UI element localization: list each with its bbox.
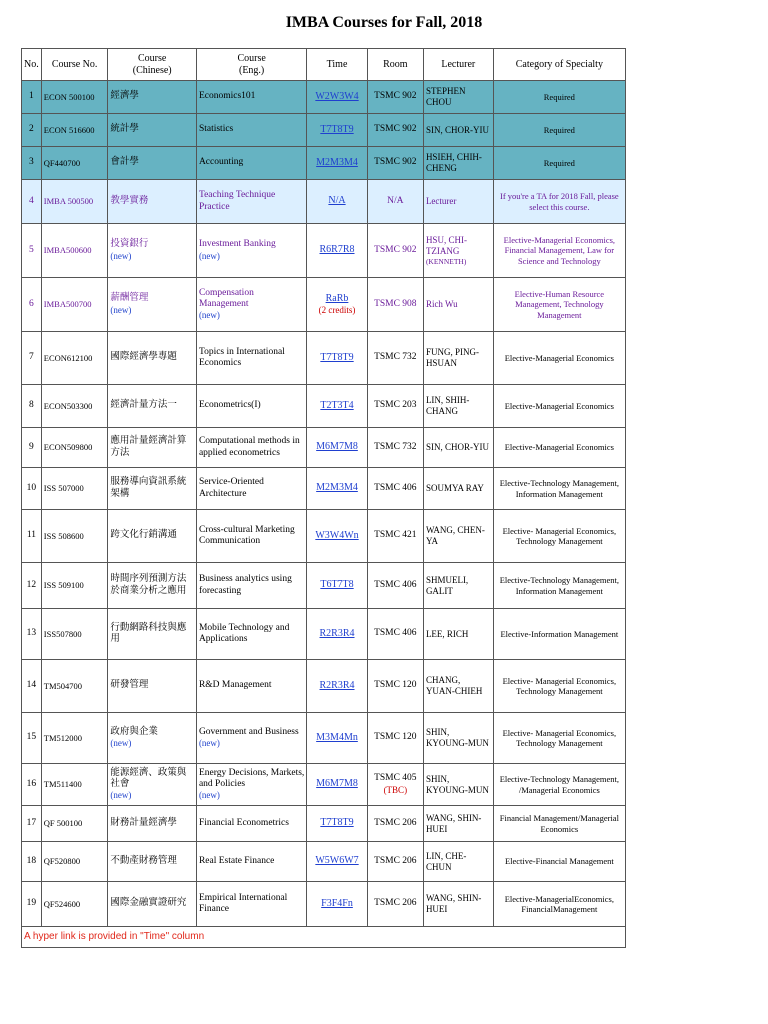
cell-category: Elective-Technology Management, /Managerial Economics bbox=[493, 764, 625, 806]
cell-lecturer bbox=[423, 563, 493, 609]
room-text: TSMC 902 bbox=[374, 91, 417, 102]
cell-course-chinese bbox=[108, 806, 197, 842]
course-eng-text: Topics in International Economics bbox=[198, 346, 285, 368]
cell-category: Required bbox=[493, 114, 625, 147]
cell-lecturer bbox=[423, 468, 493, 510]
room-text: TSMC 908 bbox=[374, 298, 417, 309]
cell-course-chinese bbox=[108, 468, 197, 510]
course-chinese-text: 會計學 bbox=[110, 157, 139, 168]
header-course-eng-line2: (Eng.) bbox=[238, 64, 265, 76]
course-row bbox=[22, 114, 626, 147]
cell-time bbox=[307, 510, 367, 563]
course-eng-text: Economics101 bbox=[198, 91, 256, 102]
cell-course-eng bbox=[196, 385, 306, 428]
cell-lecturer bbox=[423, 609, 493, 660]
cell-room bbox=[367, 468, 423, 510]
lecturer-text: HSIEH, CHIH-CHENG bbox=[425, 152, 482, 173]
lecturer-text: HSU, CHI-TZIANG bbox=[425, 235, 467, 256]
cell-course-chinese bbox=[108, 278, 197, 332]
cell-room bbox=[367, 609, 423, 660]
course-row bbox=[22, 332, 626, 385]
cell-course-eng bbox=[196, 713, 306, 764]
header-category: Category of Specialty bbox=[493, 49, 625, 81]
cell-room bbox=[367, 180, 423, 224]
course-eng-text: Teaching Technique Practice bbox=[198, 190, 276, 212]
new-tag: (new) bbox=[198, 310, 220, 321]
course-eng-text: Financial Econometrics bbox=[198, 817, 289, 828]
cell-course-chinese bbox=[108, 563, 197, 609]
course-row bbox=[22, 764, 626, 806]
course-row bbox=[22, 842, 626, 882]
lecturer-text: WANG, CHEN-YA bbox=[425, 525, 485, 546]
cell-course-no: ISS 508600 bbox=[41, 510, 108, 563]
course-chinese-text: 投資銀行 bbox=[110, 239, 149, 250]
cell-no: 6 bbox=[22, 278, 42, 332]
cell-time bbox=[307, 428, 367, 468]
cell-time bbox=[307, 114, 367, 147]
time-link[interactable]: M2M3M4 bbox=[316, 156, 358, 168]
cell-lecturer bbox=[423, 510, 493, 563]
course-chinese-text: 國際金融實證研究 bbox=[110, 898, 187, 909]
cell-no: 12 bbox=[22, 563, 42, 609]
header-room: Room bbox=[367, 49, 423, 81]
course-eng-text: Cross-cultural Marketing Communication bbox=[198, 524, 295, 546]
cell-category: Elective-Managerial Economics, Financial Management, Law for Science and Technology bbox=[493, 224, 625, 278]
cell-course-eng bbox=[196, 180, 306, 224]
room-text: TSMC 206 bbox=[374, 855, 417, 866]
new-tag: (new) bbox=[198, 738, 220, 749]
room-text: TSMC 406 bbox=[374, 482, 417, 493]
course-chinese-text: 應用計量經濟計算方法 bbox=[110, 436, 187, 458]
cell-time bbox=[307, 609, 367, 660]
course-row bbox=[22, 147, 626, 180]
course-row bbox=[22, 428, 626, 468]
course-chinese-text: 統計學 bbox=[110, 124, 139, 135]
time-link[interactable]: R6R7R8 bbox=[319, 244, 355, 256]
cell-room bbox=[367, 806, 423, 842]
cell-course-no: ECON503300 bbox=[41, 385, 108, 428]
course-eng-text: Business analytics using forecasting bbox=[198, 574, 292, 596]
courses-table bbox=[21, 48, 626, 948]
cell-category: Elective-Managerial Economics bbox=[493, 385, 625, 428]
cell-course-eng bbox=[196, 609, 306, 660]
cell-time bbox=[307, 660, 367, 713]
new-tag: (new) bbox=[110, 790, 132, 801]
course-row bbox=[22, 660, 626, 713]
cell-category: Elective-Managerial Economics bbox=[493, 428, 625, 468]
cell-course-chinese bbox=[108, 842, 197, 882]
course-eng-text: Investment Banking bbox=[198, 239, 276, 250]
lecturer-text: Rich Wu bbox=[425, 299, 458, 310]
new-tag: (new) bbox=[110, 250, 132, 261]
course-eng-text: Compensation Management bbox=[198, 287, 254, 310]
room-text: TSMC 406 bbox=[374, 628, 417, 639]
course-chinese-text: 研發管理 bbox=[110, 680, 149, 691]
room-text: TSMC 206 bbox=[374, 817, 417, 828]
cell-category: Elective-Managerial Economics bbox=[493, 332, 625, 385]
lecturer-text: SHIN, KYOUNG-MUN bbox=[425, 727, 489, 748]
course-row bbox=[22, 278, 626, 332]
page-title: IMBA Courses for Fall, 2018 bbox=[285, 14, 483, 31]
room-text: TSMC 405 bbox=[374, 773, 417, 784]
course-chinese-text: 跨文化行銷溝通 bbox=[110, 530, 177, 541]
course-chinese-text: 能源經濟、政策與社會 bbox=[110, 767, 187, 790]
cell-course-no: QF 500100 bbox=[41, 806, 108, 842]
cell-course-no: TM512000 bbox=[41, 713, 108, 764]
cell-room bbox=[367, 563, 423, 609]
course-eng-text: Service-Oriented Architecture bbox=[198, 477, 264, 499]
cell-no: 10 bbox=[22, 468, 42, 510]
cell-course-chinese bbox=[108, 81, 197, 114]
cell-lecturer bbox=[423, 385, 493, 428]
cell-room bbox=[367, 882, 423, 927]
cell-lecturer bbox=[423, 660, 493, 713]
cell-course-eng bbox=[196, 660, 306, 713]
cell-course-eng bbox=[196, 806, 306, 842]
time-link[interactable]: T7T8T9 bbox=[320, 817, 354, 829]
course-eng-text: Real Estate Finance bbox=[198, 855, 275, 866]
cell-category: Elective-Technology Management, Information Management bbox=[493, 468, 625, 510]
lecturer-text: LIN, CHE-CHUN bbox=[425, 850, 467, 872]
cell-course-eng bbox=[196, 224, 306, 278]
room-text: TSMC 902 bbox=[374, 157, 417, 168]
cell-time bbox=[307, 468, 367, 510]
lecturer-text: STEPHEN CHOU bbox=[425, 86, 466, 107]
course-eng-text: Computational methods in applied econometrics bbox=[198, 436, 300, 458]
cell-room bbox=[367, 428, 423, 468]
footnote: A hyper link is provided in "Time" column bbox=[22, 927, 626, 948]
cell-course-no: ISS 509100 bbox=[41, 563, 108, 609]
cell-course-eng bbox=[196, 563, 306, 609]
time-link[interactable]: R2R3R4 bbox=[319, 679, 355, 691]
cell-course-chinese bbox=[108, 147, 197, 180]
cell-no: 11 bbox=[22, 510, 42, 563]
course-chinese-text: 時間序列預測方法於商業分析之應用 bbox=[110, 574, 187, 596]
cell-time bbox=[307, 713, 367, 764]
course-eng-text: Mobile Technology and Applications bbox=[198, 622, 290, 644]
cell-category: If you're a TA for 2018 Fall, please select this course. bbox=[493, 180, 625, 224]
time-link[interactable]: F3F4Fn bbox=[321, 897, 353, 909]
cell-no: 9 bbox=[22, 428, 42, 468]
cell-lecturer bbox=[423, 764, 493, 806]
cell-room bbox=[367, 224, 423, 278]
cell-no: 4 bbox=[22, 180, 42, 224]
cell-lecturer bbox=[423, 806, 493, 842]
cell-course-eng bbox=[196, 428, 306, 468]
header-course-chinese bbox=[108, 49, 197, 81]
cell-category: Elective-Financial Management bbox=[493, 842, 625, 882]
cell-room bbox=[367, 660, 423, 713]
cell-course-no: ISS 507000 bbox=[41, 468, 108, 510]
cell-no: 15 bbox=[22, 713, 42, 764]
cell-room bbox=[367, 332, 423, 385]
cell-course-eng bbox=[196, 882, 306, 927]
cell-course-no: ECON612100 bbox=[41, 332, 108, 385]
time-link[interactable]: M3M4Mn bbox=[316, 731, 358, 743]
cell-time bbox=[307, 882, 367, 927]
cell-course-chinese bbox=[108, 660, 197, 713]
cell-course-chinese bbox=[108, 713, 197, 764]
cell-no: 18 bbox=[22, 842, 42, 882]
course-row bbox=[22, 224, 626, 278]
cell-lecturer bbox=[423, 147, 493, 180]
cell-course-eng bbox=[196, 468, 306, 510]
time-link[interactable]: R2R3R4 bbox=[319, 627, 355, 639]
room-text: TSMC 902 bbox=[374, 124, 417, 135]
cell-category: Required bbox=[493, 147, 625, 180]
cell-time bbox=[307, 842, 367, 882]
cell-course-chinese bbox=[108, 332, 197, 385]
cell-no: 14 bbox=[22, 660, 42, 713]
cell-course-no: ECON 500100 bbox=[41, 81, 108, 114]
cell-no: 8 bbox=[22, 385, 42, 428]
cell-course-chinese bbox=[108, 882, 197, 927]
course-eng-text: Statistics bbox=[198, 124, 234, 135]
cell-course-no: ISS507800 bbox=[41, 609, 108, 660]
lecturer-text: SOUMYA RAY bbox=[425, 483, 484, 494]
cell-category: Elective-Technology Management, Information Management bbox=[493, 563, 625, 609]
cell-lecturer bbox=[423, 842, 493, 882]
cell-room bbox=[367, 713, 423, 764]
cell-course-eng bbox=[196, 114, 306, 147]
cell-time bbox=[307, 332, 367, 385]
cell-time bbox=[307, 147, 367, 180]
cell-course-chinese bbox=[108, 764, 197, 806]
cell-time bbox=[307, 180, 367, 224]
cell-room bbox=[367, 278, 423, 332]
new-tag: (new) bbox=[198, 250, 220, 261]
time-link[interactable]: T7T8T9 bbox=[320, 351, 354, 363]
cell-lecturer bbox=[423, 81, 493, 114]
cell-category: Elective- Managerial Economics, Technology Management bbox=[493, 713, 625, 764]
cell-lecturer bbox=[423, 428, 493, 468]
course-row bbox=[22, 510, 626, 563]
cell-course-chinese bbox=[108, 510, 197, 563]
cell-time bbox=[307, 563, 367, 609]
cell-time bbox=[307, 224, 367, 278]
room-text: TSMC 120 bbox=[374, 732, 417, 743]
cell-lecturer bbox=[423, 114, 493, 147]
header-row bbox=[22, 49, 626, 81]
cell-room bbox=[367, 385, 423, 428]
header-course-eng-line1: Course bbox=[237, 52, 266, 64]
cell-course-no: QF524600 bbox=[41, 882, 108, 927]
cell-course-no: TM504700 bbox=[41, 660, 108, 713]
course-eng-text: R&D Management bbox=[198, 680, 272, 691]
course-row bbox=[22, 180, 626, 224]
lecturer-text: SIN, CHOR-YIU bbox=[425, 124, 489, 135]
cell-no: 2 bbox=[22, 114, 42, 147]
cell-time bbox=[307, 385, 367, 428]
course-chinese-text: 薪酬管理 bbox=[110, 293, 149, 304]
cell-course-no: QF520800 bbox=[41, 842, 108, 882]
time-link[interactable]: T6T7T8 bbox=[320, 579, 354, 591]
header-course-chinese-line2: (Chinese) bbox=[132, 64, 172, 76]
course-row bbox=[22, 806, 626, 842]
header-course-chinese-line1: Course bbox=[138, 52, 167, 64]
cell-course-chinese bbox=[108, 224, 197, 278]
time-link[interactable]: W3W4Wn bbox=[315, 529, 359, 541]
cell-no: 13 bbox=[22, 609, 42, 660]
cell-course-no: IMBA 500500 bbox=[41, 180, 108, 224]
course-chinese-text: 行動網路科技與應用 bbox=[110, 622, 187, 644]
course-chinese-text: 教學實務 bbox=[110, 195, 149, 206]
time-link[interactable]: M6M7M8 bbox=[316, 778, 358, 790]
cell-course-eng bbox=[196, 764, 306, 806]
cell-course-no: QF440700 bbox=[41, 147, 108, 180]
course-rows bbox=[22, 81, 626, 927]
course-eng-text: Econometrics(I) bbox=[198, 400, 261, 411]
room-text: TSMC 406 bbox=[374, 579, 417, 590]
cell-category: Elective-ManagerialEconomics, FinancialManagement bbox=[493, 882, 625, 927]
cell-time bbox=[307, 806, 367, 842]
new-tag: (new) bbox=[198, 790, 220, 801]
header-course-no: Course No. bbox=[41, 49, 108, 81]
room-text: TSMC 732 bbox=[374, 441, 417, 452]
room-text: TSMC 206 bbox=[374, 898, 417, 909]
header-lecturer: Lecturer bbox=[423, 49, 493, 81]
cell-time bbox=[307, 278, 367, 332]
cell-lecturer bbox=[423, 882, 493, 927]
cell-course-eng bbox=[196, 842, 306, 882]
cell-course-eng bbox=[196, 332, 306, 385]
lecturer-text: LIN, SHIH-CHANG bbox=[425, 395, 470, 416]
cell-lecturer bbox=[423, 332, 493, 385]
cell-course-no: IMBA500700 bbox=[41, 278, 108, 332]
room-note: (TBC) bbox=[383, 784, 408, 795]
cell-course-eng bbox=[196, 147, 306, 180]
course-eng-text: Empirical International Finance bbox=[198, 892, 288, 914]
header-course-eng bbox=[196, 49, 306, 81]
cell-lecturer bbox=[423, 224, 493, 278]
cell-time bbox=[307, 81, 367, 114]
course-eng-text: Government and Business bbox=[198, 726, 299, 737]
lecturer-text: FUNG, PING-HSUAN bbox=[425, 347, 479, 368]
lecturer-text: WANG, SHIN-HUEI bbox=[425, 893, 482, 914]
cell-category: Elective-Human Resource Management, Technology Management bbox=[493, 278, 625, 332]
cell-no: 1 bbox=[22, 81, 42, 114]
cell-category: Elective-Information Management bbox=[493, 609, 625, 660]
cell-course-no: TM511400 bbox=[41, 764, 108, 806]
cell-course-chinese bbox=[108, 114, 197, 147]
course-eng-text: Energy Decisions, Markets, and Policies bbox=[198, 767, 305, 790]
cell-course-no: IMBA500600 bbox=[41, 224, 108, 278]
cell-course-eng bbox=[196, 278, 306, 332]
header-no: No. bbox=[22, 49, 42, 81]
lecturer-text: Lecturer bbox=[425, 196, 457, 207]
lecturer-text: SHIN, KYOUNG-MUN bbox=[425, 773, 489, 795]
lecturer-text: CHANG, YUAN-CHIEH bbox=[425, 675, 483, 696]
cell-lecturer bbox=[423, 180, 493, 224]
course-row bbox=[22, 882, 626, 927]
cell-no: 3 bbox=[22, 147, 42, 180]
cell-category: Financial Management/Managerial Economics bbox=[493, 806, 625, 842]
room-text: TSMC 421 bbox=[374, 530, 417, 541]
course-chinese-text: 服務導向資訊系統架構 bbox=[110, 477, 187, 499]
cell-time bbox=[307, 764, 367, 806]
course-chinese-text: 經濟計量方法一 bbox=[110, 400, 177, 411]
new-tag: (new) bbox=[110, 738, 132, 749]
cell-lecturer bbox=[423, 278, 493, 332]
cell-course-chinese bbox=[108, 609, 197, 660]
room-text: TSMC 902 bbox=[374, 244, 417, 255]
time-link[interactable]: M2M3M4 bbox=[316, 482, 358, 494]
cell-category: Elective- Managerial Economics, Technology Management bbox=[493, 660, 625, 713]
time-link[interactable]: T7T8T9 bbox=[320, 123, 354, 135]
cell-category: Required bbox=[493, 81, 625, 114]
course-row bbox=[22, 609, 626, 660]
cell-room bbox=[367, 842, 423, 882]
course-chinese-text: 不動產財務管理 bbox=[110, 855, 177, 866]
time-link[interactable]: T2T3T4 bbox=[320, 399, 354, 411]
time-link[interactable]: M6M7M8 bbox=[316, 441, 358, 453]
course-chinese-text: 經濟學 bbox=[110, 91, 139, 102]
cell-course-chinese bbox=[108, 428, 197, 468]
cell-room bbox=[367, 114, 423, 147]
footnote-row bbox=[22, 927, 626, 948]
lecturer-text: SIN, CHOR-YIU bbox=[425, 442, 489, 453]
lecturer-text: LEE, RICH bbox=[425, 628, 469, 639]
cell-room bbox=[367, 81, 423, 114]
cell-course-no: ECON 516600 bbox=[41, 114, 108, 147]
cell-course-eng bbox=[196, 81, 306, 114]
room-text: N/A bbox=[387, 195, 404, 206]
room-text: TSMC 120 bbox=[374, 680, 417, 691]
header-time: Time bbox=[307, 49, 367, 81]
time-link[interactable]: RaRb bbox=[325, 292, 349, 304]
cell-room bbox=[367, 764, 423, 806]
room-text: TSMC 732 bbox=[374, 352, 417, 363]
credits-note: (2 credits) bbox=[318, 305, 356, 316]
cell-course-chinese bbox=[108, 180, 197, 224]
course-row bbox=[22, 468, 626, 510]
room-text: TSMC 203 bbox=[374, 400, 417, 411]
cell-no: 5 bbox=[22, 224, 42, 278]
cell-course-chinese bbox=[108, 385, 197, 428]
course-row bbox=[22, 713, 626, 764]
time-link[interactable]: W5W6W7 bbox=[315, 855, 359, 867]
cell-no: 16 bbox=[22, 764, 42, 806]
cell-no: 19 bbox=[22, 882, 42, 927]
new-tag: (new) bbox=[110, 304, 132, 315]
course-chinese-text: 政府與企業 bbox=[110, 726, 158, 737]
lecturer-note: (KENNETH) bbox=[425, 256, 467, 266]
time-link[interactable]: W2W3W4 bbox=[315, 90, 359, 102]
course-chinese-text: 國際經濟學專題 bbox=[110, 352, 177, 363]
lecturer-text: SHMUELI, GALIT bbox=[425, 574, 469, 596]
course-row bbox=[22, 81, 626, 114]
cell-no: 7 bbox=[22, 332, 42, 385]
course-eng-text: Accounting bbox=[198, 157, 244, 168]
cell-category: Elective- Managerial Economics, Technology Management bbox=[493, 510, 625, 563]
course-row bbox=[22, 563, 626, 609]
cell-room bbox=[367, 147, 423, 180]
cell-course-eng bbox=[196, 510, 306, 563]
time-link[interactable]: N/A bbox=[328, 195, 346, 207]
course-row bbox=[22, 385, 626, 428]
course-chinese-text: 財務計量經濟學 bbox=[110, 817, 177, 828]
cell-no: 17 bbox=[22, 806, 42, 842]
cell-course-no: ECON509800 bbox=[41, 428, 108, 468]
cell-lecturer bbox=[423, 713, 493, 764]
lecturer-text: WANG, SHIN-HUEI bbox=[425, 812, 482, 834]
cell-room bbox=[367, 510, 423, 563]
